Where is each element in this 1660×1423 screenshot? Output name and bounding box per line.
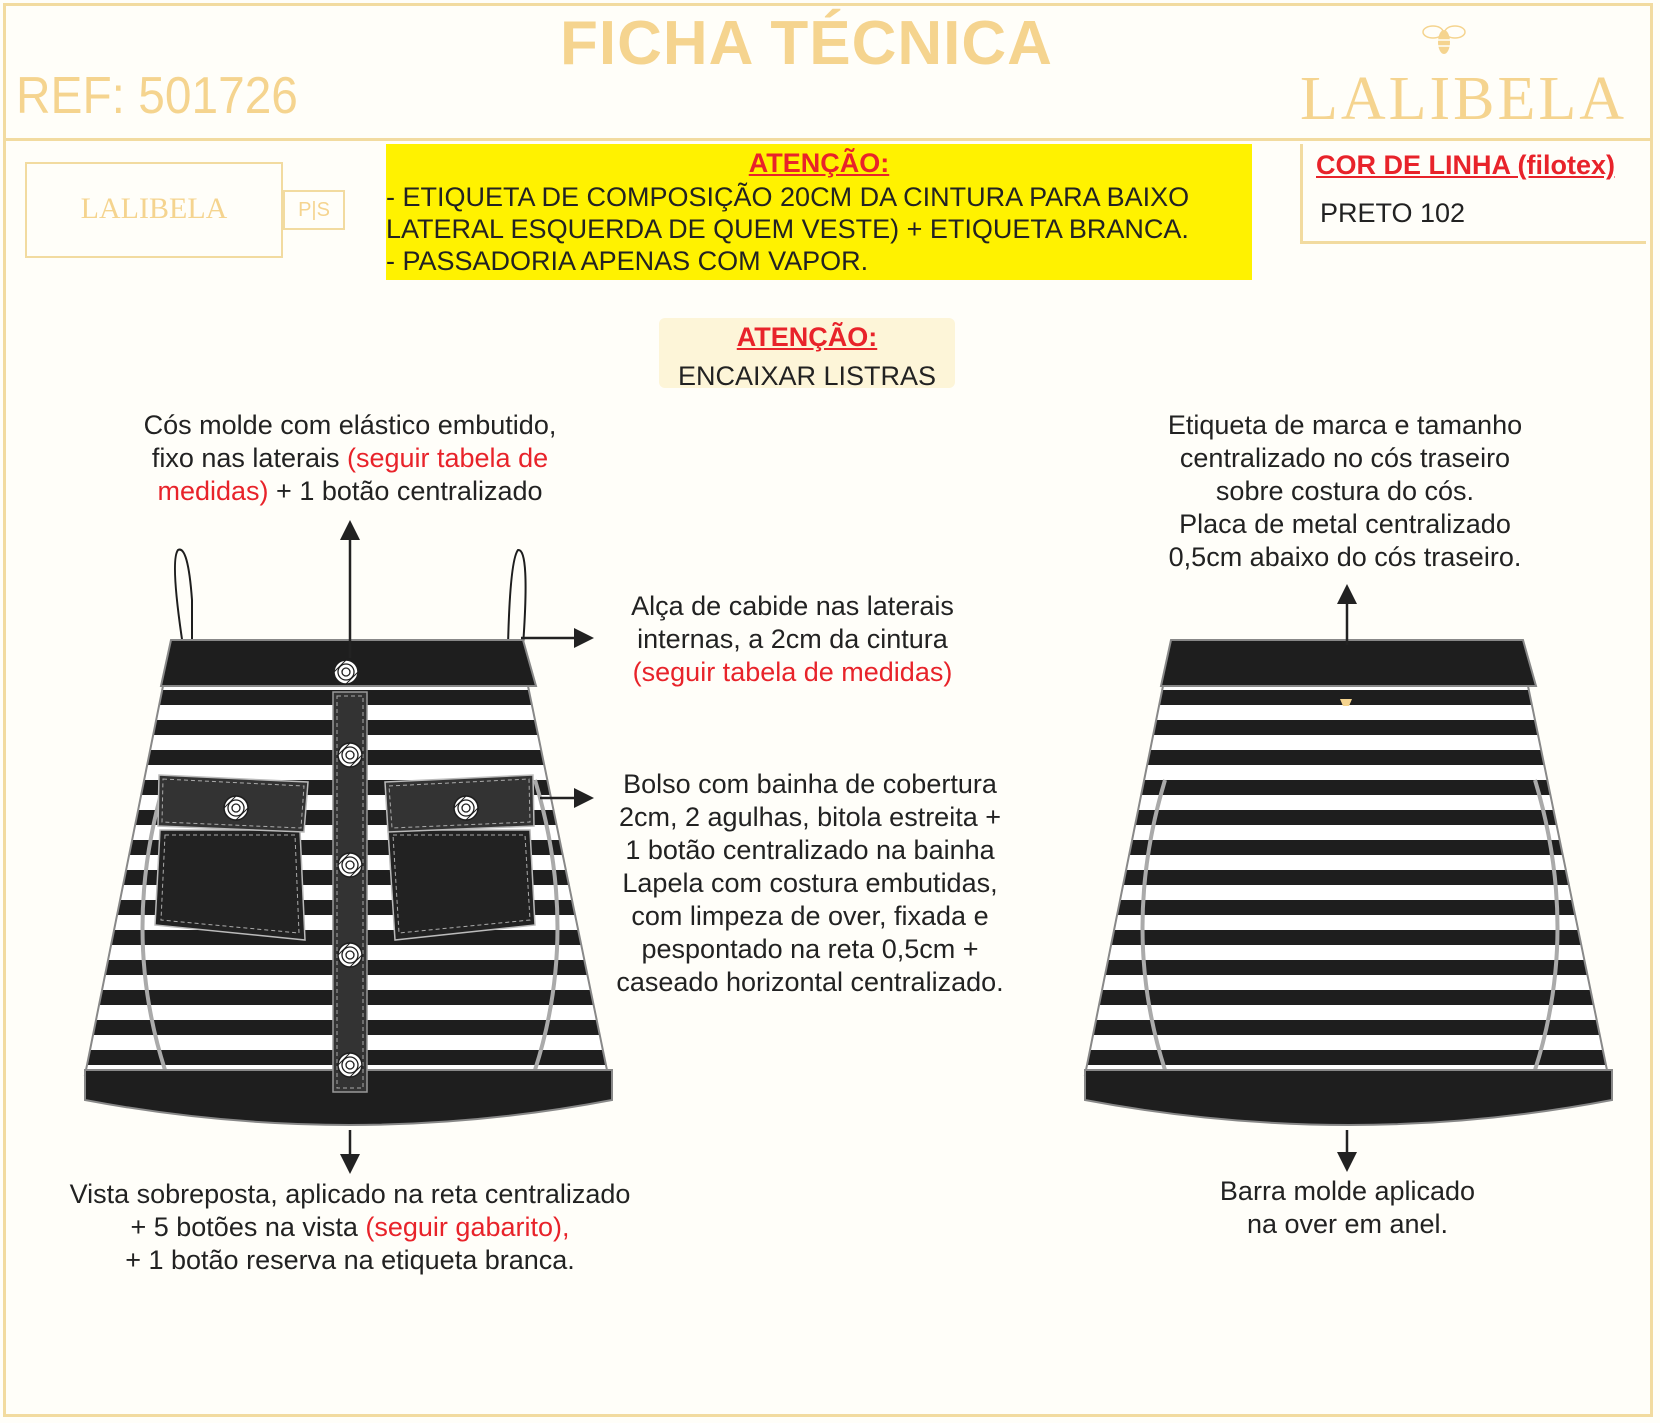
note-line: Etiqueta de marca e tamanho: [1167, 410, 1523, 440]
note-line: na over em anel.: [1246, 1209, 1449, 1239]
skirt-front-view: [60, 550, 620, 1125]
button-icon: [338, 943, 362, 967]
note-line: [100, 442, 600, 475]
note-line: Cós molde com elástico embutido,: [143, 410, 557, 440]
note-text-red: medidas): [157, 476, 269, 506]
note-line: [40, 1211, 660, 1244]
note-text: fixo nas laterais: [151, 443, 347, 473]
waistband-back: [1161, 640, 1536, 686]
attention-line-1: - ETIQUETA DE COMPOSIÇÃO 20CM DA CINTURA PARA BAIXO: [386, 182, 1190, 212]
note-line: sobre costura do cós.: [1215, 476, 1475, 506]
note-line: Alça de cabide nas laterais: [631, 591, 954, 621]
note-hanger-loop: [600, 590, 985, 689]
stripes-attention-title: ATENÇÃO:: [736, 322, 878, 352]
note-line: Barra molde aplicado: [1219, 1176, 1476, 1206]
button-icon: [338, 1053, 362, 1077]
note-hem: [1150, 1175, 1545, 1241]
attention-line-3: - PASSADORIA APENAS COM VAPOR.: [386, 246, 869, 276]
note-line: centralizado no cós traseiro: [1179, 443, 1511, 473]
note-line: Vista sobreposta, aplicado na reta centralizado: [69, 1179, 631, 1209]
button-icon: [224, 796, 248, 820]
note-line: Lapela com costura embutidas,: [622, 868, 998, 898]
button-icon: [334, 660, 358, 684]
label-brand-text: LALIBELA: [80, 192, 228, 225]
note-line: [100, 475, 600, 508]
stripes-attention-text: ENCAIXAR LISTRAS: [677, 361, 937, 391]
hem-band-back: [1085, 1070, 1612, 1125]
button-icon: [338, 743, 362, 767]
skirt-back-view: [1060, 640, 1620, 1125]
note-text-red: (seguir tabela de: [346, 443, 549, 473]
hanger-loop-right: [508, 550, 526, 646]
note-line: internas, a 2cm da cintura: [637, 624, 948, 654]
sheet-title: FICHA TÉCNICA: [560, 9, 1053, 78]
note-line: com limpeza de over, fixada e: [631, 901, 989, 931]
note-line: + 1 botão reserva na etiqueta branca.: [125, 1245, 575, 1275]
size-tag: P|S: [283, 190, 345, 230]
thread-color-value: PRETO 102: [1320, 198, 1466, 228]
note-line: caseado horizontal centralizado.: [616, 967, 1004, 997]
note-line: 1 botão centralizado na bainha: [625, 835, 995, 865]
reference-code: REF: 501726: [16, 67, 298, 125]
note-text-red: (seguir gabarito),: [365, 1212, 570, 1242]
note-text: + 5 botões na vista: [130, 1212, 366, 1242]
note-line: 0,5cm abaixo do cós traseiro.: [1168, 542, 1522, 572]
note-line: Placa de metal centralizado: [1179, 509, 1511, 539]
hanger-loop-left: [175, 550, 192, 646]
note-placket: [40, 1178, 660, 1277]
note-line: 2cm, 2 agulhas, bitola estreita +: [619, 802, 1001, 832]
attention-line-2: LATERAL ESQUERDA DE QUEM VESTE) + ETIQUETA BRANCA.: [386, 214, 1189, 244]
note-back-label: [1130, 409, 1560, 574]
note-line: (seguir tabela de medidas): [632, 657, 953, 687]
note-pocket: [600, 768, 1020, 999]
thread-color-title: COR DE LINHA (filotex): [1316, 150, 1615, 180]
note-line: Bolso com bainha de cobertura: [623, 769, 997, 799]
button-icon: [338, 853, 362, 877]
note-line: pespontado na reta 0,5cm +: [641, 934, 979, 964]
attention-title: ATENÇÃO:: [748, 148, 890, 178]
button-icon: [454, 796, 478, 820]
note-text: + 1 botão centralizado: [268, 476, 543, 506]
note-waistband: [100, 409, 600, 508]
brand-logo: LALIBELA: [1300, 65, 1628, 133]
